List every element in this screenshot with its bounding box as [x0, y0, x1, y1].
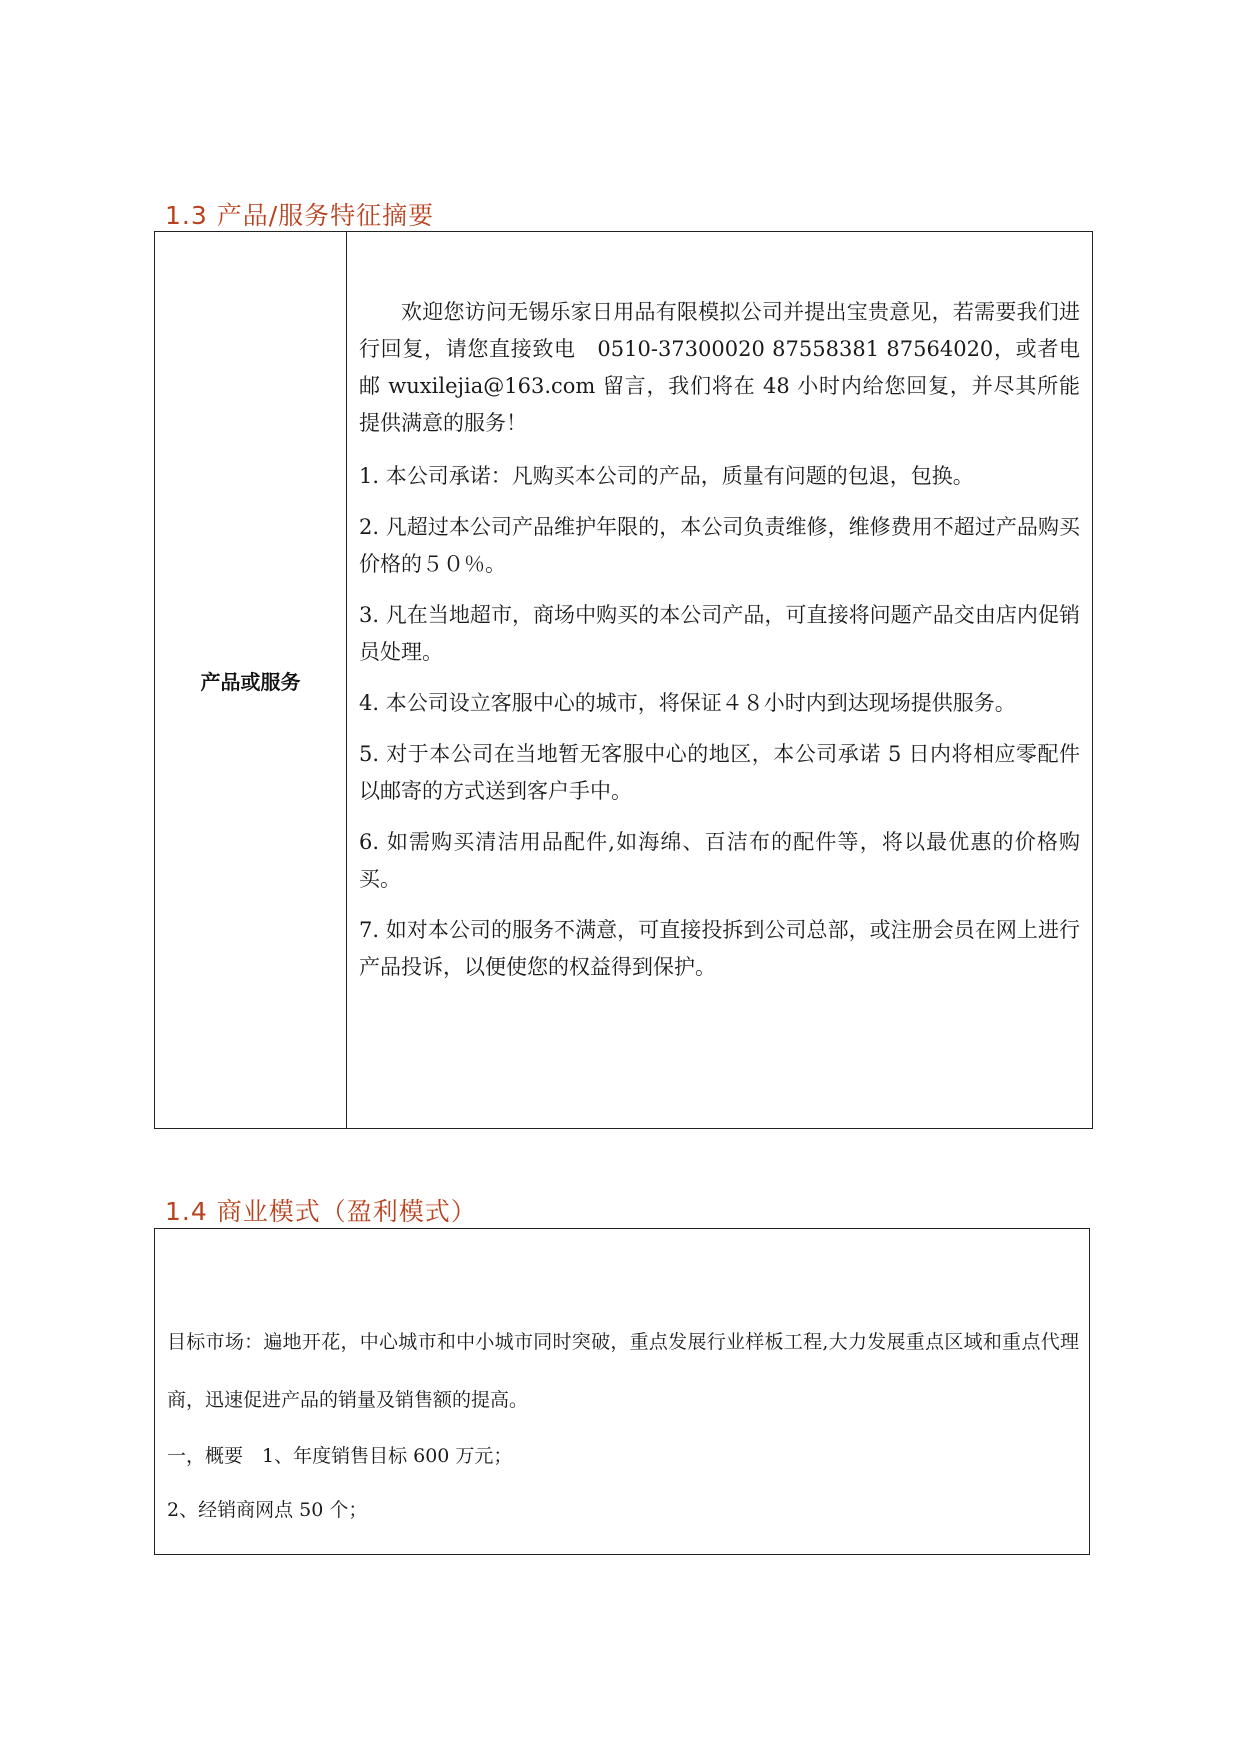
- service-item: 7. 如对本公司的服务不满意，可直接投拆到公司总部，或注册会员在网上进行产品投诉，以便使您的权益得到保护。: [359, 918, 1080, 979]
- content-cell: [347, 232, 1092, 1128]
- service-item: 3. 凡在当地超市，商场中购买的本公司产品，可直接将问题产品交由店内促销员处理。: [359, 603, 1080, 664]
- summary-line: 一，概要 1、年度销售目标 600 万元；: [167, 1445, 513, 1467]
- service-item: 5. 对于本公司在当地暂无客服中心的地区，本公司承诺 5 日内将相应零配件以邮寄的方式送到客户手中。: [359, 742, 1080, 803]
- service-item: 1. 本公司承诺：凡购买本公司的产品，质量有问题的包退，包换。: [359, 464, 974, 488]
- summary-line: 2、经销商网点 50 个；: [167, 1499, 368, 1521]
- row-label-cell: [155, 232, 347, 1128]
- product-service-table: [154, 231, 1093, 1129]
- section-heading-1-4: 1.4 商业模式（盈利模式）: [165, 1197, 477, 1226]
- business-model-box: [154, 1228, 1090, 1555]
- intro-paragraph: 欢迎您访问无锡乐家日用品有限模拟公司并提出宝贵意见，若需要我们进行回复，请您直接致电 0510-37300020 87558381 87564020，或者电邮 wuxilejia@163.com 留言，我们将在 48 小时内给您回复，并尽其所能提供满意的服务！: [359, 300, 1080, 435]
- service-item: 6. 如需购买清洁用品配件,如海绵、百洁布的配件等，将以最优惠的价格购买。: [359, 830, 1080, 891]
- section-heading-1-3: 1.3 产品/服务特征摘要: [165, 201, 435, 230]
- target-market-paragraph: 目标市场：遍地开花，中心城市和中小城市同时突破，重点发展行业样板工程,大力发展重点区域和重点代理商，迅速促进产品的销量及销售额的提高。: [167, 1331, 1079, 1411]
- row-label: 产品或服务: [200, 669, 301, 694]
- service-item: 4. 本公司设立客服中心的城市，将保证４８小时内到达现场提供服务。: [359, 691, 1016, 715]
- service-item: 2. 凡超过本公司产品维护年限的，本公司负责维修，维修费用不超过产品购买价格的５０％。: [359, 515, 1080, 576]
